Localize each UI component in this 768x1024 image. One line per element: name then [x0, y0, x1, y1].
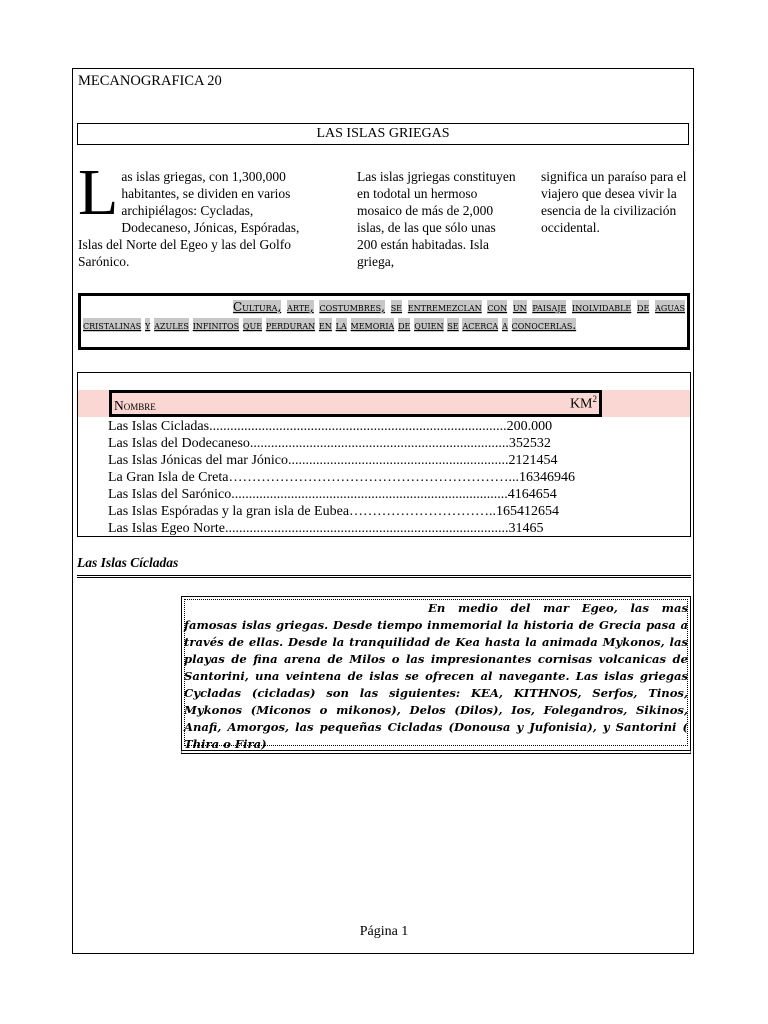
header-name: Nombre — [114, 398, 156, 413]
intro-column-2: Las islas jgriegas constituyen en todotal un hermoso mosaico de más de 2,000 islas, de las que sólo unas 200 están habitadas. Isla griega, — [357, 169, 516, 269]
intro-column-3: significa un paraíso para el viajero que desea vivir la esencia de la civilización occidental. — [541, 169, 687, 235]
header-unit: $KM^2$ — [569, 394, 597, 412]
culture-word: Cultura, — [233, 300, 282, 314]
culture-word: de — [637, 300, 650, 314]
table-header — [109, 390, 602, 417]
table-row: Las Islas del Dodecaneso..........................................................................352532 — [108, 436, 551, 451]
culture-word: memoria — [350, 318, 395, 332]
intro-column-1 — [78, 156, 321, 270]
culture-word: acerca — [462, 318, 499, 332]
culture-word: y — [145, 318, 151, 332]
culture-word: aguas — [655, 300, 685, 314]
culture-word: que — [242, 318, 263, 332]
culture-word: la — [335, 318, 347, 332]
document-page — [72, 68, 694, 954]
culture-word: inolvidable — [572, 300, 632, 314]
page-footer: Página 1 — [359, 924, 409, 939]
culture-word: de — [398, 318, 411, 332]
cicladas-text-box — [181, 596, 691, 754]
culture-word: se — [447, 318, 459, 332]
culture-word: se — [390, 300, 403, 314]
culture-text — [83, 300, 685, 332]
culture-word: cristalinas — [83, 318, 142, 332]
culture-word: costumbres, — [319, 300, 385, 314]
section-heading: Las Islas Cícladas — [77, 555, 691, 578]
culture-word: conocerlas. — [511, 318, 577, 332]
document-label: MECANOGRAFICA 20 — [78, 73, 222, 89]
culture-word: perduran — [265, 318, 316, 332]
culture-callout — [78, 293, 690, 350]
culture-word: azules — [154, 318, 189, 332]
culture-word: en — [318, 318, 332, 332]
table-row: Las Islas Egeo Norte.................................................................................31465 — [108, 521, 544, 536]
table-row: Las Islas del Sarónico...............................................................................4164654 — [108, 487, 557, 502]
table-row: La Gran Isla de Creta……………………………………………………...16346946 — [108, 470, 575, 485]
islands-table — [77, 372, 691, 537]
table-row: Las Islas Espóradas y la gran isla de Eubea…………………………..165412654 — [108, 504, 560, 519]
table-row: Las Islas Jónicas del mar Jónico...............................................................2121454 — [108, 453, 558, 468]
culture-word: con — [487, 300, 508, 314]
drop-cap: L — [78, 156, 119, 229]
table-rows — [108, 418, 575, 537]
culture-word: arte, — [287, 300, 314, 314]
table-row: Las Islas Cicladas.....................................................................................200.000 — [108, 419, 553, 434]
culture-word: entremezclan — [407, 300, 482, 314]
page-title: LAS ISLAS GRIEGAS — [77, 123, 689, 145]
culture-word: infinitos — [192, 318, 240, 332]
culture-word: un — [512, 300, 527, 314]
culture-word: quien — [414, 318, 444, 332]
culture-word: paisaje — [532, 300, 567, 314]
intro-column-1-text: as islas griegas, con 1,300,000 habitantes, se dividen en varios archipiélagos: Cycladas, Dodecaneso, Jónicas, Espóradas, Islas del Norte del Egeo y las del Golfo Sarónico. — [78, 169, 300, 269]
culture-word: a — [501, 318, 508, 332]
cicladas-text: En medio del mar Egeo, las mas famosas islas griegas. Desde tiempo inmemorial la historia de Grecia pasa a través de ellas. Desde la tranquilidad de Kea hasta la animada Mykonos, las playas de fina arena de Milos o las impresionantes cornisas volcanicas de Santorini, una veintena de islas se ofrecen al navegante. Las islas griegas Cycladas (cicladas) son las siguientes: KEA, KITHNOS, Serfos, Tinos, Mykonos (Miconos o mikonos), Delos (Dilos), Ios, Folegandros, Sikinos, Anafi, Amorgos, las pequeñas Cicladas (Donousa y Jufonisia), y Santorini ( Thira o Fira) — [184, 601, 688, 751]
